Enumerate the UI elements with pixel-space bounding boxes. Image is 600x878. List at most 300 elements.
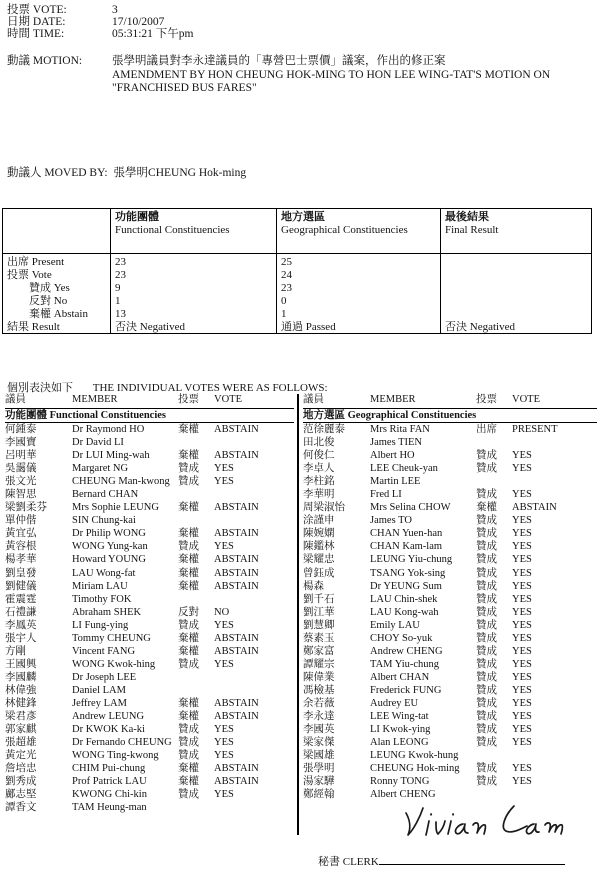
member-vote-cn: 贊成 [476, 697, 497, 709]
member-name-cn: 鄭經翰 [303, 789, 335, 801]
member-name-cn: 李國寶 [5, 437, 37, 449]
member-vote-row [303, 723, 597, 736]
member-vote-cn: 贊成 [476, 619, 497, 631]
member-name-en: Prof Patrick LAU [72, 776, 147, 788]
member-vote-row [5, 475, 294, 488]
member-vote-en: ABSTAIN [214, 450, 259, 462]
member-name-cn: 李國麟 [5, 671, 37, 683]
member-name-en: Fred LI [370, 489, 402, 501]
member-vote-cn: 棄權 [178, 632, 199, 644]
member-name-en: Dr Philip WONG [72, 528, 146, 540]
summary-row-label: 結果 Result [7, 320, 60, 333]
member-vote-row [5, 580, 294, 593]
member-name-cn: 譚香文 [5, 802, 37, 814]
member-vote-cn: 棄權 [178, 580, 199, 592]
member-vote-en [512, 749, 597, 762]
member-name-en: Vincent FANG [72, 645, 136, 657]
functional-votes-column [5, 394, 294, 814]
member-vote-en: YES [214, 737, 234, 749]
member-name-cn: 張宇人 [5, 632, 37, 644]
member-name-en: CHAN Kam-lam [370, 541, 443, 553]
member-name-cn: 梁劉柔芬 [5, 502, 47, 514]
vote-header-en: VOTE [214, 394, 242, 405]
member-vote-en: ABSTAIN [214, 528, 259, 540]
member-vote-row [5, 723, 294, 736]
member-vote-en [512, 436, 597, 449]
member-vote-en [214, 671, 294, 684]
summary-functional-value: 13 [111, 308, 277, 321]
member-vote-en: YES [512, 737, 532, 749]
member-vote-en: ABSTAIN [214, 776, 259, 788]
member-name-cn: 呂明華 [5, 450, 37, 462]
vote-summary-table [2, 208, 592, 334]
date-label: 日期 DATE: [7, 15, 66, 28]
member-vote-en: YES [512, 463, 532, 475]
member-vote-row [5, 462, 294, 475]
member-name-en: Timothy FOK [72, 593, 132, 605]
member-vote-row [303, 514, 597, 527]
summary-functional-value: 9 [111, 282, 277, 295]
member-vote-cn: 贊成 [476, 450, 497, 462]
member-vote-en: YES [512, 515, 532, 527]
member-vote-en: ABSTAIN [214, 567, 259, 579]
member-vote-cn: 贊成 [178, 724, 199, 736]
member-vote-row [5, 801, 294, 814]
member-vote-cn: 棄權 [178, 697, 199, 709]
member-vote-row [303, 710, 597, 723]
summary-data-row [3, 254, 592, 269]
member-name-cn: 李國英 [303, 724, 335, 736]
member-name-en: LEE Cheuk-yan [370, 463, 438, 475]
member-name-en: Albert CHAN [370, 671, 430, 683]
member-name-cn: 劉皇發 [5, 567, 37, 579]
member-name-cn: 周梁淑怡 [303, 502, 345, 514]
member-header-cn: 議員 [303, 394, 324, 405]
member-vote-en: YES [214, 541, 234, 553]
member-vote-row [5, 606, 294, 619]
member-name-en: Miriam LAU [72, 580, 128, 592]
member-vote-row [303, 593, 597, 606]
member-name-en: Jeffrey LAM [72, 697, 127, 709]
member-name-en: CHEUNG Man-kwong [72, 476, 170, 488]
geographical-votes-column [303, 394, 597, 801]
member-name-cn: 李永達 [303, 711, 335, 723]
member-vote-en: YES [512, 776, 532, 788]
motion-label: 動議 MOTION: [7, 55, 83, 67]
member-vote-row [303, 697, 597, 710]
member-vote-en [512, 475, 597, 488]
summary-geographical-value: 1 [277, 308, 441, 321]
member-vote-row [5, 423, 294, 436]
summary-final-result-value [441, 282, 592, 295]
member-name-cn: 何鍾泰 [5, 424, 37, 435]
member-vote-cn: 贊成 [178, 658, 199, 670]
member-vote-row [5, 567, 294, 580]
member-vote-en: ABSTAIN [214, 645, 259, 657]
member-vote-cn: 棄權 [178, 567, 199, 579]
summary-final-result-value [441, 269, 592, 282]
member-vote-cn [178, 684, 214, 697]
member-name-cn: 陳婉嫻 [303, 528, 335, 540]
summary-functional-value: 23 [111, 269, 277, 282]
member-vote-row [5, 449, 294, 462]
member-name-cn: 李卓人 [303, 463, 335, 475]
member-vote-cn: 贊成 [476, 763, 497, 775]
member-name-cn: 梁耀忠 [303, 554, 335, 566]
member-name-cn: 劉慧卿 [303, 619, 335, 631]
member-name-cn: 譚耀宗 [303, 658, 335, 670]
member-vote-cn: 棄權 [178, 554, 199, 566]
member-vote-en: YES [512, 606, 532, 618]
member-name-en: LAU Kong-wah [370, 606, 439, 618]
summary-final-result-value [441, 308, 592, 321]
member-name-en: Daniel LAM [72, 684, 126, 696]
summary-row-label: 投票 Vote [7, 268, 52, 281]
member-vote-en: YES [512, 724, 532, 736]
member-name-en: Howard YOUNG [72, 554, 146, 566]
member-name-en: Tommy CHEUNG [72, 632, 151, 644]
member-name-cn: 單仲偕 [5, 515, 37, 527]
member-vote-row [303, 775, 597, 788]
member-vote-row [303, 449, 597, 462]
member-vote-cn: 贊成 [178, 737, 199, 749]
vote-info-block [7, 5, 193, 40]
member-name-cn: 郭家麒 [5, 724, 37, 736]
vote-header-cn: 投票 [178, 394, 199, 405]
member-vote-row [5, 697, 294, 710]
individual-votes-caption [7, 379, 328, 395]
moved-by-value: 張學明CHEUNG Hok-ming [113, 167, 247, 179]
member-name-cn: 詹培忠 [5, 763, 37, 775]
member-name-cn: 霍震霆 [5, 593, 37, 605]
summary-data-row [3, 321, 592, 334]
member-name-en: TAM Heung-man [72, 802, 147, 814]
member-name-cn: 李柱銘 [303, 476, 335, 488]
vote-number-label: 投票 VOTE: [7, 4, 67, 16]
member-name-cn: 黃宜弘 [5, 528, 37, 540]
member-vote-en: YES [512, 658, 532, 670]
member-header-en: MEMBER [370, 394, 416, 405]
member-vote-cn [476, 436, 512, 449]
member-vote-en: ABSTAIN [214, 580, 259, 592]
date-row [7, 17, 193, 29]
member-name-cn: 劉千石 [303, 593, 335, 605]
member-vote-cn: 贊成 [476, 724, 497, 736]
clerk-label: 秘書 CLERK [318, 856, 379, 868]
member-vote-row [303, 645, 597, 658]
member-vote-cn: 贊成 [476, 489, 497, 501]
member-name-en: LEUNG Yiu-chung [370, 554, 453, 566]
member-vote-cn: 贊成 [178, 541, 199, 553]
member-vote-cn: 出席 [476, 424, 497, 435]
member-name-en: Mrs Sophie LEUNG [72, 502, 159, 514]
summary-functional-value: 否決 Negatived [111, 321, 277, 334]
column-divider-line [297, 394, 299, 835]
member-vote-en: ABSTAIN [214, 502, 259, 514]
member-name-en: LAU Wong-fat [72, 567, 136, 579]
member-vote-cn: 贊成 [476, 554, 497, 566]
member-name-en: CHEUNG Hok-ming [370, 763, 460, 775]
member-vote-row [5, 593, 294, 606]
member-vote-en: ABSTAIN [214, 763, 259, 775]
member-vote-en: YES [214, 619, 234, 631]
summary-header-functional [111, 209, 277, 254]
member-vote-row [5, 762, 294, 775]
member-vote-cn: 棄權 [178, 711, 199, 723]
member-vote-row [5, 514, 294, 527]
member-vote-en: YES [512, 450, 532, 462]
member-vote-en: YES [512, 489, 532, 501]
member-name-cn: 林健鋒 [5, 697, 37, 709]
clerk-signature-line [379, 853, 565, 865]
summary-row-label: 出席 Present [7, 256, 65, 268]
member-name-en: WONG Ting-kwong [72, 750, 159, 762]
member-vote-en [214, 801, 294, 814]
summary-final-result-value [441, 295, 592, 308]
member-vote-row [303, 462, 597, 475]
member-vote-row [303, 475, 597, 488]
member-vote-row [5, 658, 294, 671]
member-vote-row [5, 710, 294, 723]
member-vote-en: ABSTAIN [214, 632, 259, 644]
member-vote-en: YES [512, 541, 532, 553]
member-name-en: Mrs Rita FAN [370, 424, 430, 435]
member-vote-en: PRESENT [512, 424, 558, 435]
geographical-column-header [303, 394, 597, 409]
member-vote-en: YES [214, 750, 234, 762]
member-name-cn: 吳靄儀 [5, 463, 37, 475]
member-vote-row [303, 658, 597, 671]
member-vote-row [5, 553, 294, 566]
member-vote-en: ABSTAIN [214, 711, 259, 723]
member-vote-cn: 棄權 [178, 776, 199, 788]
member-header-cn: 議員 [5, 394, 26, 405]
member-vote-en: YES [512, 567, 532, 579]
vote-header-en: VOTE [512, 394, 540, 405]
member-name-en: CHIM Pui-chung [72, 763, 146, 775]
member-vote-cn: 反對 [178, 606, 199, 618]
member-name-en: Mrs Selina CHOW [370, 502, 451, 514]
member-vote-cn [178, 436, 214, 449]
member-vote-row [5, 488, 294, 501]
member-name-en: Dr KWOK Ka-ki [72, 724, 145, 736]
functional-column-header [5, 394, 294, 409]
member-name-en: TAM Yiu-chung [370, 658, 440, 670]
member-vote-cn: 棄權 [178, 528, 199, 540]
member-name-cn: 張文光 [5, 476, 37, 488]
member-name-cn: 李華明 [303, 489, 335, 501]
member-vote-cn [476, 475, 512, 488]
member-vote-cn: 贊成 [476, 671, 497, 683]
member-name-en: Albert CHENG [370, 789, 436, 801]
member-vote-cn: 棄權 [178, 502, 199, 514]
member-vote-en: YES [512, 697, 532, 709]
member-vote-row [303, 501, 597, 514]
time-value: 05:31:21 下午pm [112, 27, 194, 40]
member-vote-row [5, 527, 294, 540]
member-vote-row [5, 501, 294, 514]
member-vote-en: YES [512, 554, 532, 566]
functional-section-title: 功能團體 Functional Constituencies [5, 409, 294, 423]
member-vote-en: ABSTAIN [512, 502, 557, 514]
member-name-cn: 鄭家富 [303, 645, 335, 657]
member-name-en: James TO [370, 515, 412, 527]
member-name-en: Dr Raymond HO [72, 424, 145, 435]
member-name-cn: 劉江華 [303, 606, 335, 618]
motion-text [112, 55, 564, 96]
member-vote-en: YES [214, 476, 234, 488]
member-vote-en: YES [214, 724, 234, 736]
member-vote-row [303, 632, 597, 645]
member-name-en: KWONG Chi-kin [72, 789, 147, 801]
member-vote-en [214, 514, 294, 527]
summary-functional-value: 1 [111, 295, 277, 308]
date-value: 17/10/2007 [112, 15, 165, 28]
member-name-en: Dr Joseph LEE [72, 671, 137, 683]
member-vote-cn: 棄權 [178, 450, 199, 462]
summary-geographical-value: 25 [277, 254, 441, 269]
member-name-cn: 李鳳英 [5, 619, 37, 631]
member-vote-row [5, 684, 294, 697]
member-vote-cn [178, 801, 214, 814]
moved-by-row [7, 164, 246, 180]
member-header-en: MEMBER [72, 394, 118, 405]
member-name-en: Margaret NG [72, 463, 129, 475]
member-name-cn: 田北俊 [303, 437, 335, 449]
member-vote-en [214, 436, 294, 449]
member-vote-cn: 棄權 [178, 424, 199, 435]
geographical-member-list [303, 423, 597, 801]
summary-row-label: 棄權 Abstain [7, 307, 88, 320]
member-name-cn: 陳智思 [5, 489, 37, 501]
summary-geographical-value: 24 [277, 269, 441, 282]
member-name-cn: 劉健儀 [5, 580, 37, 592]
member-vote-cn: 棄權 [476, 502, 497, 514]
member-vote-cn: 贊成 [178, 476, 199, 488]
summary-header-final-result [441, 209, 592, 254]
member-vote-en: YES [214, 463, 234, 475]
final-result-header-cn: 最後結果 [445, 211, 489, 223]
member-vote-en: ABSTAIN [214, 424, 259, 435]
member-name-en: LI Fung-ying [72, 619, 129, 631]
summary-header-empty [3, 209, 111, 254]
member-name-en: Dr Fernando CHEUNG [72, 737, 172, 749]
member-vote-en: YES [512, 580, 532, 592]
member-name-cn: 陳鑑林 [303, 541, 335, 553]
member-vote-en: YES [512, 619, 532, 631]
member-name-en: LEUNG Kwok-hung [370, 750, 459, 762]
member-vote-cn: 贊成 [476, 593, 497, 605]
member-vote-row [303, 488, 597, 501]
member-name-en: LAU Chin-shek [370, 593, 438, 605]
member-vote-en: ABSTAIN [214, 697, 259, 709]
member-vote-row [303, 567, 597, 580]
member-vote-row [303, 606, 597, 619]
clerk-signature [398, 799, 583, 854]
member-name-en: Frederick FUNG [370, 684, 442, 696]
member-vote-row [5, 736, 294, 749]
member-name-en: Bernard CHAN [72, 489, 139, 501]
member-vote-row [303, 749, 597, 762]
member-name-cn: 陳偉業 [303, 671, 335, 683]
member-name-en: Abraham SHEK [72, 606, 142, 618]
member-name-en: WONG Kwok-hing [72, 658, 156, 670]
member-vote-cn: 贊成 [178, 789, 199, 801]
member-vote-cn: 贊成 [476, 567, 497, 579]
member-name-cn: 涂謹申 [303, 515, 335, 527]
member-vote-en: YES [512, 684, 532, 696]
member-vote-cn: 贊成 [476, 541, 497, 553]
member-vote-cn: 贊成 [178, 750, 199, 762]
member-name-cn: 湯家驊 [303, 776, 335, 788]
member-vote-cn [476, 749, 512, 762]
member-vote-row [303, 540, 597, 553]
time-label: 時間 TIME: [7, 27, 65, 40]
member-vote-cn: 贊成 [476, 580, 497, 592]
geographical-header-cn: 地方選區 [281, 211, 325, 223]
geographical-section-title: 地方選區 Geographical Constituencies [303, 409, 597, 423]
summary-geographical-value: 通過 Passed [277, 321, 441, 334]
summary-final-result-value [441, 254, 592, 269]
member-name-cn: 蔡素玉 [303, 632, 335, 644]
member-name-en: Dr LUI Ming-wah [72, 450, 150, 462]
member-vote-row [5, 788, 294, 801]
member-name-cn: 王國興 [5, 658, 37, 670]
member-vote-row [5, 645, 294, 658]
member-vote-en: YES [512, 632, 532, 644]
member-vote-row [303, 762, 597, 775]
member-vote-row [5, 619, 294, 632]
summary-geographical-value: 0 [277, 295, 441, 308]
member-vote-row [303, 436, 597, 449]
member-name-cn: 楊森 [303, 580, 324, 592]
member-vote-row [303, 619, 597, 632]
summary-data-row [3, 295, 592, 308]
member-name-en: CHOY So-yuk [370, 632, 433, 644]
member-name-en: Ronny TONG [370, 776, 430, 788]
member-name-en: Audrey EU [370, 697, 419, 709]
member-vote-cn: 贊成 [476, 463, 497, 475]
member-vote-en: NO [214, 606, 230, 618]
vote-number-value: 3 [112, 4, 118, 16]
member-vote-cn: 贊成 [476, 658, 497, 670]
member-name-cn: 黃容根 [5, 541, 37, 553]
summary-data-row [3, 269, 592, 282]
member-name-cn: 黃定光 [5, 750, 37, 762]
member-name-cn: 林偉強 [5, 684, 37, 696]
member-name-cn: 方剛 [5, 645, 26, 657]
member-vote-cn [178, 671, 214, 684]
summary-data-row [3, 308, 592, 321]
member-vote-cn: 贊成 [178, 619, 199, 631]
member-vote-row [5, 775, 294, 788]
member-name-cn: 鄺志堅 [5, 789, 37, 801]
member-vote-row [303, 580, 597, 593]
member-vote-cn [178, 488, 214, 501]
member-vote-cn: 贊成 [476, 632, 497, 644]
member-name-cn: 余若薇 [303, 697, 335, 709]
summary-final-result-value: 否決 Negatived [441, 321, 592, 334]
member-vote-row [303, 684, 597, 697]
member-vote-cn: 贊成 [476, 711, 497, 723]
summary-row-label: 贊成 Yes [7, 281, 70, 294]
summary-data-row [3, 282, 592, 295]
member-name-en: Dr David LI [72, 437, 124, 449]
functional-header-en: Functional Constituencies [115, 224, 230, 236]
summary-row-label: 反對 No [7, 294, 68, 307]
individual-votes-caption-en: THE INDIVIDUAL VOTES WERE AS FOLLOWS: [92, 382, 328, 394]
member-vote-cn: 贊成 [476, 606, 497, 618]
